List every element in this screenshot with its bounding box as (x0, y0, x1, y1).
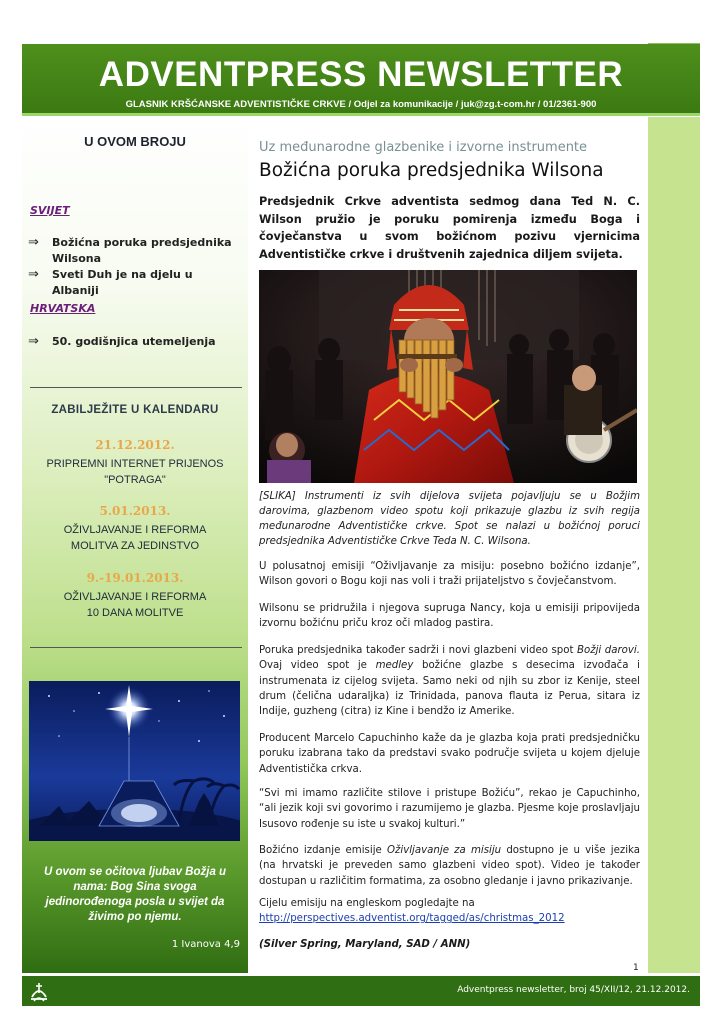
event-subtitle: MOLITVA ZA JEDINSTVO (70, 540, 200, 552)
article-lead: Predsjednik Crkve adventista sedmog dana Ted N. C. Wilson pružio je poruku pomirenja između Boga i čovječanstva u svom božićnom pozivu vjernicima Adventističke crkve i društvenih zajednica diljem svijeta. (259, 195, 640, 261)
arrow-right-icon: ⇒ (28, 267, 39, 282)
photo-caption: [SLIKA] Instrumenti iz svih dijelova svijeta pojavljuju se u Božjim darovima, glazbenom video spotu koji prikazuje glazbu iz svih regija međunarodne Adventističke crkve. Spot se nalazi u božićnoj poruci predsjednika Adventističke Crkve Teda N. C. Wilsona. (259, 491, 640, 547)
event-date: 21.12.2012. (95, 438, 175, 452)
event-title: PRIPREMNI INTERNET PRIJENOS (46, 458, 224, 470)
in-issue-title: U OVOM BROJU (84, 134, 186, 149)
paragraph (259, 843, 640, 889)
section-label-svijet[interactable]: SVIJET (30, 204, 70, 217)
event-date: 9.-19.01.2013. (86, 571, 184, 585)
section-label-hrvatska[interactable]: HRVATSKA (30, 302, 96, 315)
event-subtitle: 10 DANA MOLITVE (86, 607, 184, 619)
toc-item[interactable] (28, 267, 242, 299)
masthead (22, 44, 700, 116)
paragraph: “Svi mi imamo različite stilove i pristupe Božiću”, rekao je Capuchinho, “ali jezik koji svi govorimo i razumijemo je glazba. Pjesme koje proslavljaju Isusovo rođenje su iste u svakoj kulturi.” (259, 788, 640, 830)
divider (30, 647, 242, 648)
arrow-right-icon: ⇒ (28, 334, 39, 349)
text-run: Cijelu emisiju na engleskom pogledajte na (259, 898, 475, 909)
emphasis: Oživljavanje za misiju (387, 845, 502, 856)
toc-item[interactable] (28, 235, 242, 267)
verse-reference: 1 Ivanova 4,9 (171, 939, 240, 950)
arrow-right-icon: ⇒ (28, 235, 39, 250)
text-run: dostupno je u više jezika (na hrvatski je preveden samo glazbeni video spot). Video je također dostupan u različitim formatima, za osobno gledanje i javno prikazivanje. (259, 845, 640, 887)
event-subtitle: "POTRAGA" (104, 474, 166, 486)
divider (30, 387, 242, 388)
paragraph (259, 643, 640, 719)
text-run: Poruka predsjednika također sadrži i novi glazbeni video spot (259, 645, 578, 656)
masthead-subtitle: GLASNIK KRŠĆANSKE ADVENTISTIČKE CRKVE / Odjel za komunikacije / juk@zg.t-com.hr / 01/2361-900 (125, 99, 597, 110)
text-run: Božićno izdanje emisije (259, 845, 387, 856)
nativity-image (29, 681, 240, 841)
emphasis: Božji darovi. (577, 645, 640, 656)
broadcast-link[interactable]: http://perspectives.adventist.org/tagged/as/christmas_2012 (259, 913, 565, 925)
article-headline: Božićna poruka predsjednika Wilsona (259, 160, 604, 181)
toc-item[interactable] (28, 334, 242, 350)
paragraph: Producent Marcelo Capuchinho kaže da je glazba koja prati predsjedničku poruku izabrana tako da predstavi svako područje svijeta u kojem djeluje Adventistička crkva. (259, 733, 640, 775)
adventist-logo-icon (26, 979, 52, 1005)
article-signoff: (Silver Spring, Maryland, SAD / ANN) (259, 939, 471, 950)
article-photo (259, 270, 637, 483)
page-number: 1 (633, 963, 639, 973)
paragraph (259, 896, 640, 927)
newsletter-title: ADVENTPRESS NEWSLETTER (98, 55, 624, 94)
paragraph: Wilsonu se pridružila i njegova supruga Nancy, koja u emisiji pripovijeda izvornu božićnu priču kroz oči mladog pastira. (259, 603, 640, 630)
bible-verse: U ovom se očitova ljubav Božja u nama: Bog Sina svoga jedinorođenoga posla u svijet da živimo po njemu. (43, 866, 227, 923)
event-title: OŽIVLJAVANJE I REFORMA (63, 524, 207, 536)
text-run: božićne glazbe s desecima izvođača i instrumenata iz cijelog svijeta. Samo neki od njih su zbor iz Kenije, steel drum (čelična udaraljka) iz Trinidada, panova flauta iz Perua, sitara iz Indije, guzheng (citra) iz Kine i bendžo iz Amerike. (259, 660, 640, 718)
calendar-title: ZABILJEŽITE U KALENDARU (51, 404, 219, 416)
event-date: 5.01.2013. (99, 504, 171, 518)
decorative-strip (648, 117, 700, 973)
toc-item-label: Sveti Duh je na djelu u Albaniji (52, 268, 193, 297)
event-title: OŽIVLJAVANJE I REFORMA (63, 591, 207, 603)
paragraph: U polusatnoj emisiji “Oživljavanje za misiju: posebno božićno izdanje”, Wilson govori o Bogu koji nas voli i traži prijateljstvo s čovječanstvom. (259, 561, 640, 588)
emphasis: medley (375, 660, 414, 672)
text-run: Ovaj video spot je (259, 660, 376, 672)
toc-item-label: 50. godišnjica utemeljenja (52, 335, 216, 348)
footer (22, 976, 700, 1006)
footer-text: Adventpress newsletter, broj 45/XII/12, 21.12.2012. (457, 985, 690, 995)
article-kicker: Uz međunarodne glazbenike i izvorne instrumente (259, 140, 588, 155)
sidebar (22, 117, 248, 973)
toc-item-label: Božićna poruka predsjednika Wilsona (52, 236, 232, 265)
